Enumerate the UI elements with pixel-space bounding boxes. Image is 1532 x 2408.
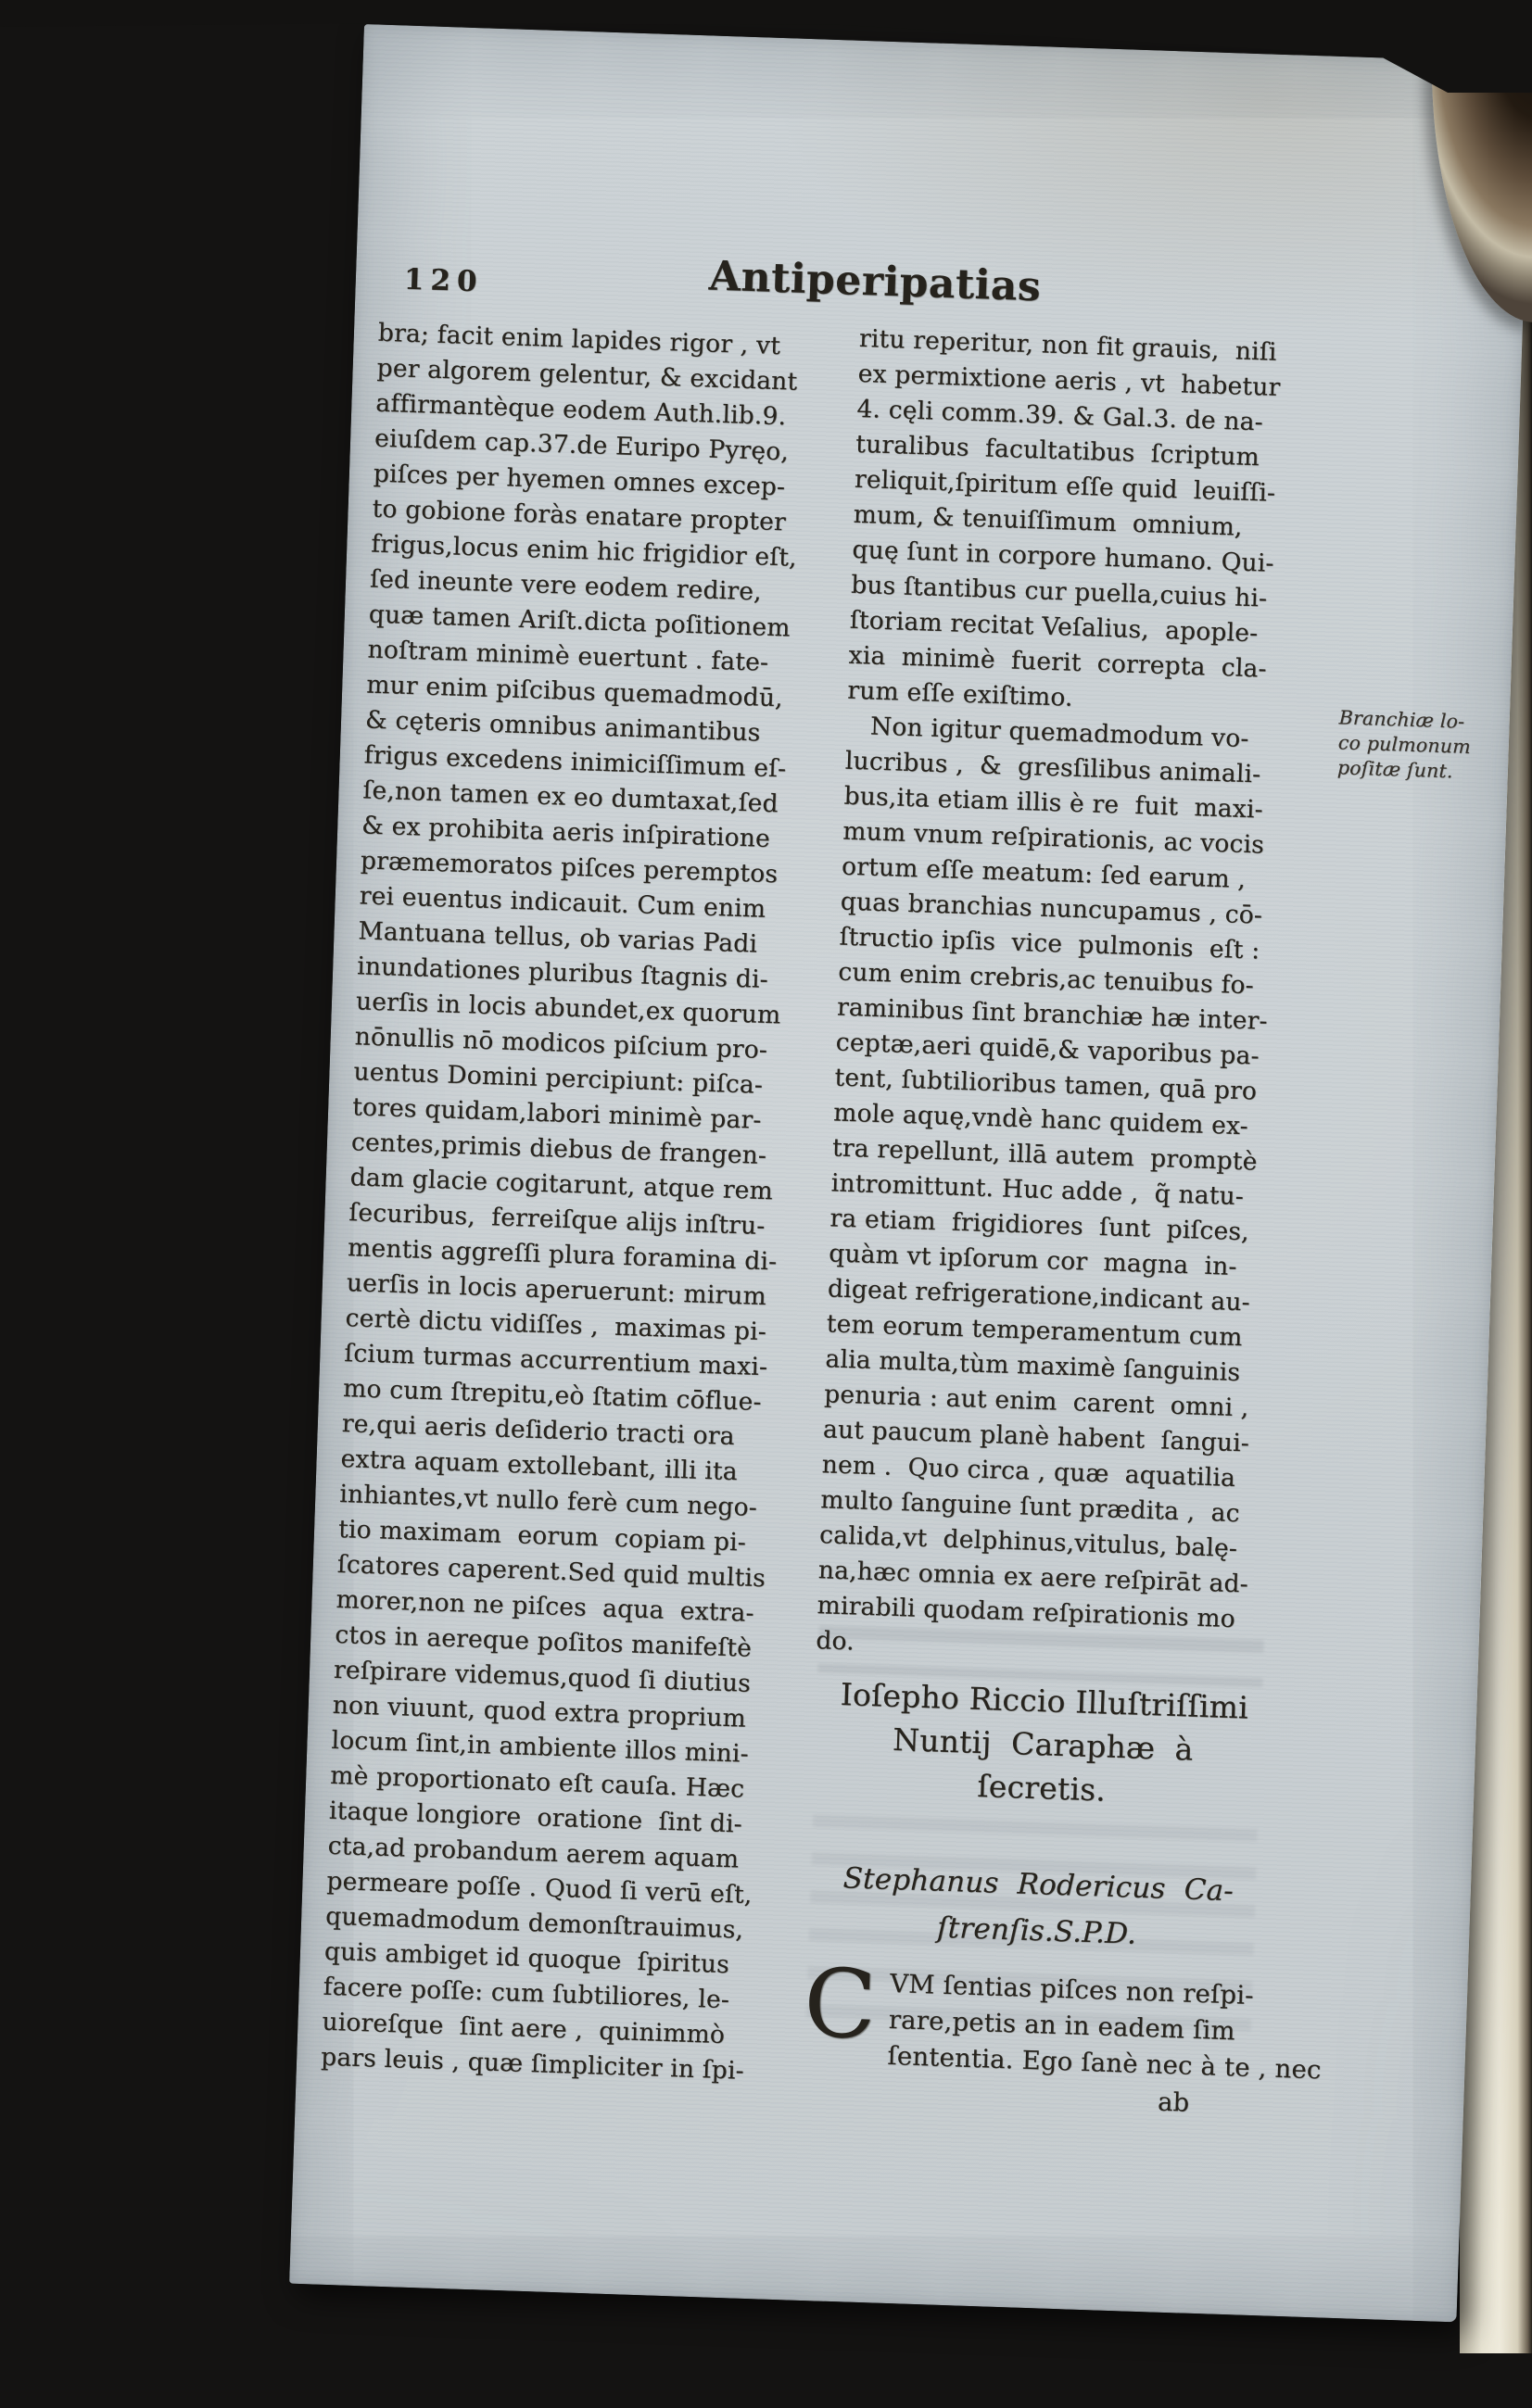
text-line: bus,ita etiam illis è re fuit maxi- [843, 781, 1264, 825]
text-line: uerſis in locis aperuerunt: mirum [346, 1268, 767, 1312]
book-page [289, 24, 1531, 2322]
text-line: itaque longiore oratione ſint di- [328, 1796, 743, 1839]
salutation-line: ſtrenſis.S.P.D. [936, 1910, 1137, 1951]
text-line: ſcatores caperent.Sed quid multis [336, 1549, 766, 1594]
text-line: rare,petis an in eadem ſim [888, 2004, 1236, 2047]
salutation-heading [805, 1854, 1269, 1961]
text-line: re,qui aeris deſiderio tracti ora [341, 1409, 736, 1452]
text-line: ſcium turmas accurrentium maxi- [343, 1339, 768, 1382]
text-line: quàm vt ipſorum cor magna in- [828, 1239, 1238, 1281]
salutation-line: Stephanus Rodericus Ca- [842, 1861, 1234, 1909]
text-line: na,hæc omnia ex aere reſpirāt ad- [817, 1556, 1249, 1599]
text-line: uerſis in locis abundet,ex quorum [355, 987, 781, 1030]
text-line: mur enim piſcibus quemadmodū, [365, 670, 784, 713]
running-header: Antiperipatias [708, 252, 1043, 311]
text-line: ctos in aereque poſitos manifeſtè [334, 1620, 753, 1663]
text-line: tra repellunt, illā autem promptè [831, 1133, 1259, 1177]
text-line: facere poſſe: cum ſubtiliores, le- [323, 1972, 730, 2015]
text-line: extra aquam extollebant, illi ita [340, 1444, 739, 1487]
text-line: intromittunt. Huc adde , q̃ natu- [830, 1168, 1245, 1212]
text-line: Non igitur quemadmodum vo- [845, 711, 1250, 754]
text-line: quas branchias nuncupamus , cō- [840, 887, 1263, 930]
dedication-line: Ioſepho Riccio Illuſtriſſimi [840, 1676, 1249, 1726]
text-line: calida,vt delphinus,vitulus, balę- [818, 1520, 1238, 1564]
dedication-heading [811, 1671, 1275, 1817]
text-line: centes,primis diebus de frangen- [350, 1128, 767, 1171]
text-line: digeat refrigeratione,indicant au- [827, 1274, 1251, 1317]
text-line: reſpirare videmus,quod ſi diutius [333, 1655, 752, 1698]
drop-cap-initial: C [802, 1948, 879, 2061]
text-line: ortum eſſe meatum: ſed earum , [841, 851, 1247, 895]
text-line: eiuſdem cap.37.de Euripo Pyręo, [374, 423, 790, 467]
text-line: per algorem gelentur, & excidant [376, 353, 798, 397]
text-line: penuria : aut enim carent omni , [823, 1380, 1249, 1423]
text-line: quis ambiget id quoque ſpiritus [323, 1936, 730, 1980]
dedication-line: Nuntij Caraphæ à [892, 1721, 1195, 1768]
text-line: bus ſtantibus cur puella,cuius hi- [850, 570, 1268, 613]
text-line: lucribus , & gresſilibus animali- [844, 746, 1261, 789]
text-line: cum enim crebris,ac tenuibus fo- [837, 957, 1255, 1001]
text-line: reliquit,ſpiritum eſſe quid leuiſſi- [854, 464, 1276, 508]
margin-note-line: co pulmonum [1337, 731, 1472, 759]
text-line: tent, ſubtilioribus tamen, quā pro [834, 1063, 1258, 1106]
margin-note-line: poſitæ ſunt. [1336, 756, 1454, 783]
text-line: nem . Quo circa , quæ aquatilia [821, 1450, 1236, 1494]
text-line: frigus,locus enim hic frigidior eſt, [370, 529, 798, 573]
text-line: cta,ad probandum aerem aquam [327, 1831, 740, 1874]
text-line: ceptæ,aeri quidē,& vaporibus pa- [835, 1027, 1260, 1071]
text-line: ſe,non tamen ex eo dumtaxat,ſed [362, 775, 779, 819]
text-line: bra; facit enim lapides rigor , vt [377, 318, 781, 361]
text-line: alia multa,tùm maximè ſanguinis [824, 1344, 1241, 1388]
dedication-line: ſecretis. [976, 1767, 1107, 1809]
margin-note-line: Branchiæ lo- [1338, 706, 1465, 733]
text-line: mentis aggreſſi plura foramina di- [347, 1233, 778, 1277]
text-line: rum eſſe exiſtimo. [846, 675, 1074, 712]
text-line: dam glacie cogitarunt, atque rem [349, 1163, 774, 1206]
catchword: ab [1157, 2087, 1190, 2118]
text-line: noſtram minimè euertunt . fate- [367, 635, 769, 677]
text-line: ra etiam frigidiores ſunt piſces, [829, 1204, 1250, 1247]
margin-note [1337, 705, 1516, 786]
text-line: certè dictu vidiſſes , maximas pi- [345, 1304, 767, 1347]
right-text-column [801, 321, 1321, 2124]
text-line: tores quidam,labori minimè par- [351, 1092, 763, 1135]
text-line: quæ tamen Ariſt.dicta poſitionem [368, 599, 791, 643]
text-line: mè proportionato eſt cauſa. Hæc [329, 1760, 745, 1804]
text-line: tem eorum temperamentum cum [826, 1309, 1243, 1353]
text-line: uentus Domini percipiunt: piſca- [352, 1057, 764, 1100]
left-text-column [321, 316, 829, 2090]
text-line: nōnullis nō modicos piſcium pro- [354, 1022, 768, 1065]
text-line: quę ſunt in corpore humano. Qui- [851, 535, 1275, 578]
text-line: rei euentus indicauit. Cum enim [359, 881, 766, 924]
text-line: 4. cęli comm.39. & Gal.3. de na- [856, 394, 1264, 437]
text-line: mirabili quodam reſpirationis mo [817, 1591, 1236, 1634]
text-line: raminibus ſint branchiæ hæ inter- [836, 992, 1269, 1036]
text-line: turalibus facultatibus ſcriptum [855, 429, 1260, 473]
text-line: ex permixtione aeris , vt habetur [857, 359, 1281, 402]
text-line: inundationes pluribus ſtagnis di- [356, 952, 769, 995]
text-line: ſtoriam recitat Veſalius, apople- [849, 605, 1259, 649]
text-line: to gobione foràs enatare propter [372, 494, 787, 537]
text-line: inhiantes,vt nullo ferè cum nego- [338, 1479, 758, 1522]
text-line: & ex prohibita aeris inſpiratione [361, 811, 771, 853]
text-line: uioreſque ſint aere , quinimmò [321, 2007, 726, 2050]
text-line: ſententia. Ego ſanè nec à te , nec [887, 2040, 1323, 2086]
text-line: mo cum ſtrepitu,eò ſtatim cōflue- [342, 1374, 763, 1418]
text-line: præmemoratos piſces peremptos [360, 846, 779, 889]
right-column-lines [816, 321, 1321, 1674]
text-line: xia minimè fuerit correpta cla- [848, 640, 1268, 684]
text-line: mum, & tenuiſſimum omnium, [853, 499, 1244, 542]
text-line: VM ſentias piſces non reſpi- [889, 1968, 1255, 2011]
text-line: & cęteris omnibus animantibus [364, 705, 761, 748]
text-line: quemadmodum demonſtrauimus, [324, 1901, 744, 1945]
text-line: Mantuana tellus, ob varias Padi [358, 916, 758, 959]
text-line: non viuunt, quod extra proprium [332, 1690, 747, 1734]
text-line: ſtructio ipſis vice pulmonis eſt : [839, 922, 1260, 965]
text-line: mum vnum reſpirationis, ac vocis [842, 816, 1265, 860]
text-line: ritu reperitur, non fit grauis, niſi [858, 323, 1277, 367]
text-line: ſecuribus, ferreiſque alijs inſtru- [348, 1198, 766, 1242]
text-line: locum ſint,in ambiente illos mini- [331, 1725, 750, 1769]
text-line: affirmantèque eodem Auth.lib.9. [374, 388, 787, 432]
text-line: do. [815, 1626, 855, 1657]
text-line: permeare poſſe . Quod ſi verū eſt, [326, 1866, 753, 1910]
text-line: mole aquę,vndè hanc quidem ex- [832, 1098, 1249, 1141]
text-line: piſces per hyemen omnes excep- [373, 459, 786, 502]
text-line: aut paucum planè habent ſangui- [822, 1415, 1250, 1458]
text-line: multo ſanguine ſunt prædita , ac [819, 1485, 1241, 1529]
page-number: 120 [403, 262, 485, 299]
text-line: morer,non ne piſces aqua extra- [336, 1584, 755, 1628]
text-line: pars leuis , quæ ſimpliciter in ſpi- [320, 2042, 745, 2086]
text-line: frigus excedens inimiciſſimum eſ- [363, 740, 787, 784]
text-line: tio maximam eorum copiam pi- [337, 1514, 747, 1557]
text-line: ſed ineunte vere eodem redire, [369, 564, 763, 607]
letter-opening-paragraph [802, 1948, 1323, 2087]
